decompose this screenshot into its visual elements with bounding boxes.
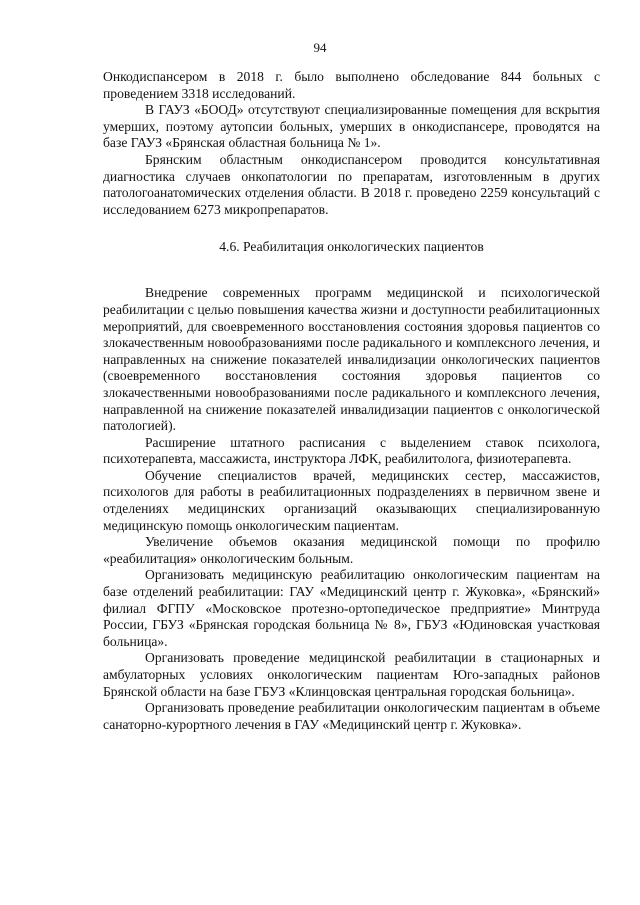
section-heading: 4.6. Реабилитация онкологических пациентов	[219, 239, 484, 255]
paragraph: Брянским областным онкодиспансером проводится консультативная диагностика случаев онкопатологии по препаратам, изготовленным в других патологоанатомических отделения области. В 2018 г. проведено 2259 консультаций с исследованием 6273 микропрепаратов.	[103, 151, 600, 217]
page-number: 94	[313, 40, 327, 55]
paragraph: Онкодиспансером в 2018 г. было выполнено обследование 844 больных с проведением 3318 исследований.	[103, 69, 600, 101]
paragraph: Обучение специалистов врачей, медицинских сестер, массажистов, психологов для работы в реабилитационных подразделениях в первичном звене и отделениях медицинских организаций оказывающих специализированную медицинскую помощь онкологическим пациентам.	[103, 467, 600, 533]
paragraph: Организовать медицинскую реабилитацию онкологическим пациентам на базе отделений реабилитации: ГАУ «Медицинский центр г. Жуковка», «Брянский» филиал ФГПУ «Московское протезно-ортопедическое предприятие» Минтруда России, ГБУЗ «Брянская городская больница № 8», ГБУЗ «Юдиновская участковая больница».	[103, 567, 600, 649]
paragraph: Внедрение современных программ медицинской и психологической реабилитации с целью повышения качества жизни и доступности реабилитационных мероприятий, для своевременного восстановления состояния здоровья пациентов со злокачественным новообразованиями после радикального и комплексного лечения, и направленных на снижение показателей инвалидизации онкологических пациентов (своевременного восстановления состояния здоровья пациентов со злокачественными новообразованиями после радикального и комплексного лечения, направленной на снижение показателей инвалидизации пациентов с онкологической патологией).	[103, 285, 600, 434]
paragraph: Организовать проведение реабилитации онкологическим пациентам в объеме санаторно-курортного лечения в ГАУ «Медицинский центр г. Жуковка».	[103, 700, 600, 732]
paragraph: Расширение штатного расписания с выделением ставок психолога, психотерапевта, массажиста, инструктора ЛФК, реабилитолога, физиотерапевта.	[103, 434, 600, 467]
paragraph: Увеличение объемов оказания медицинской помощи по профилю «реабилитация» онкологическим больным.	[103, 534, 600, 566]
paragraph: В ГАУЗ «БООД» отсутствуют специализированные помещения для вскрытия умерших, поэтому аутопсии больных, умерших в онкодиспансере, проводятся на базе ГАУЗ «Брянская областная больница № 1».	[103, 102, 600, 151]
document-body	[103, 69, 600, 733]
paragraph: Организовать проведение медицинской реабилитации в стационарных и амбулаторных условиях онкологическим пациентам Юго-западных районов Брянской области на базе ГБУЗ «Клинцовская центральная городская больница».	[103, 650, 600, 699]
